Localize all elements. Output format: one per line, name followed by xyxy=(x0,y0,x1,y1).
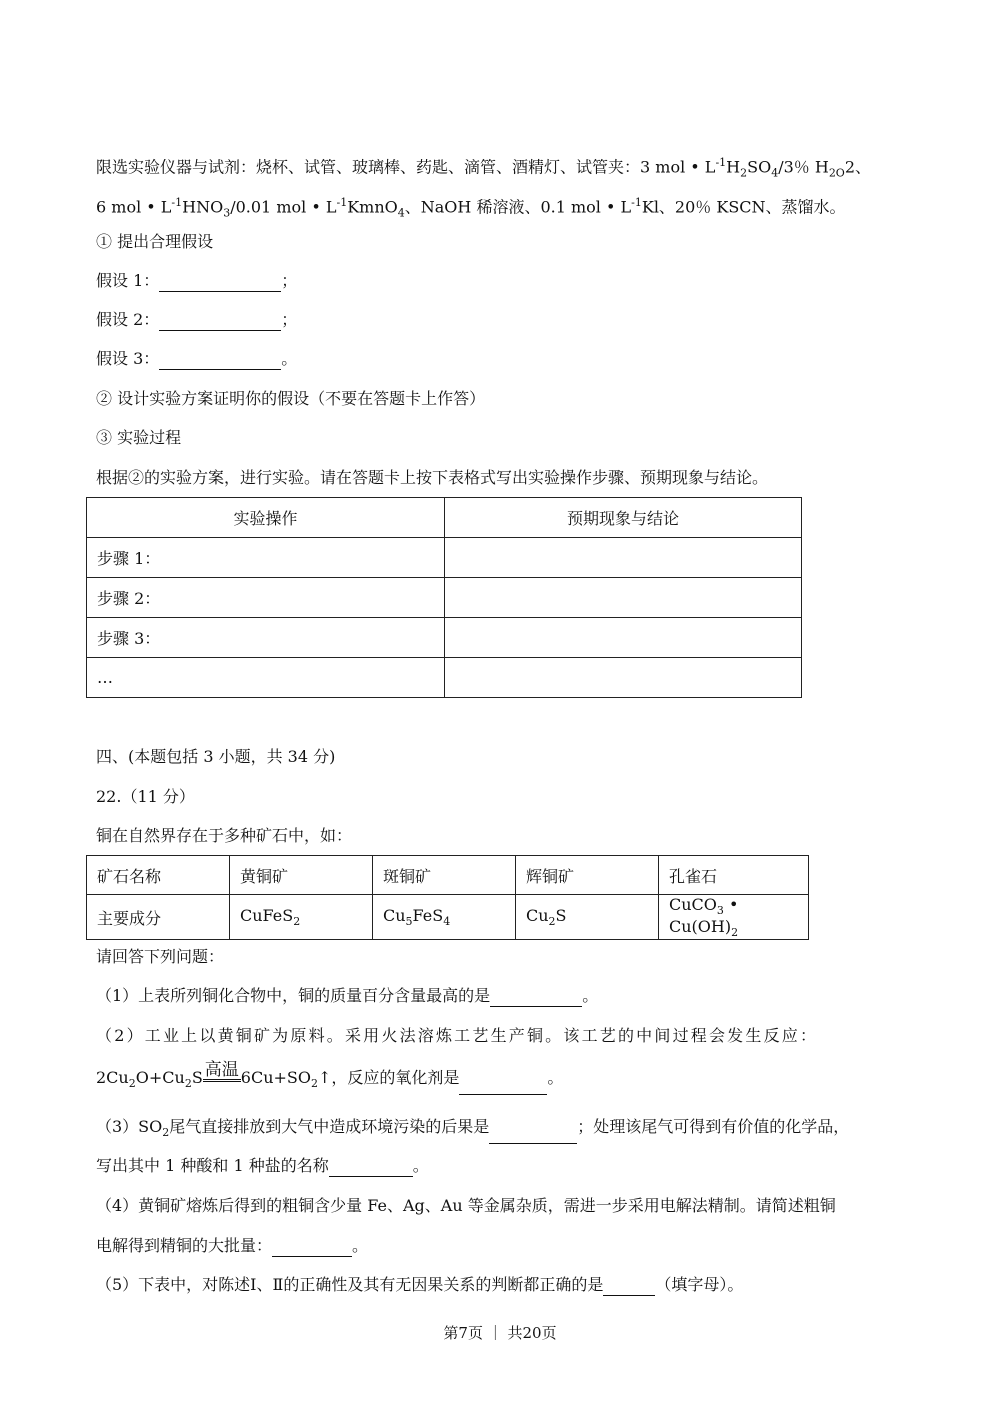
hypothesis-label: 假设 2： xyxy=(96,310,160,329)
hypothesis-label: 假设 1： xyxy=(96,271,160,290)
punctuation: ； xyxy=(281,271,298,290)
answer-blank[interactable] xyxy=(603,1279,655,1296)
formula-cell xyxy=(373,895,516,940)
subscript: 3 xyxy=(223,206,231,220)
reagents-text: H xyxy=(726,157,741,177)
formula-cell xyxy=(659,895,809,940)
punctuation: 。 xyxy=(281,349,298,368)
question-text: ；处理该尾气可得到有价值的化学品， xyxy=(577,1117,850,1136)
answer-blank[interactable] xyxy=(490,990,582,1007)
table-row xyxy=(87,895,809,940)
table-cell-empty[interactable] xyxy=(445,578,802,618)
step-3-heading: ③ 实验过程 xyxy=(96,428,182,447)
question-4-line-2 xyxy=(96,1235,368,1257)
superscript: -1 xyxy=(336,196,348,209)
table-cell: … xyxy=(87,658,445,698)
subscript: 2 xyxy=(731,926,739,940)
questions-prompt: 请回答下列问题： xyxy=(96,947,225,966)
punctuation: 。 xyxy=(352,1236,369,1255)
subscript: 2 xyxy=(548,915,556,929)
reagents-text: 限选实验仪器与试剂：烧杯、试管、玻璃棒、药匙、滴管、酒精灯、试管夹：3 mol • L xyxy=(96,157,716,177)
formula-text: • Cu(OH) xyxy=(669,895,739,937)
question-4: （4）黄铜矿熔炼后得到的粗铜含少量 Fe、Ag、Au 等金属杂质，需进一步采用电解法精制。请简述粗铜 xyxy=(96,1196,836,1215)
question-text: 写出其中 1 种酸和 1 种盐的名称 xyxy=(96,1156,329,1175)
question-text: （1）上表所列铜化合物中，铜的质量百分含量最高的是 xyxy=(96,986,491,1005)
hypothesis-3 xyxy=(96,348,297,370)
table-cell-empty[interactable] xyxy=(445,618,802,658)
question-text: （5）下表中，对陈述Ⅰ、Ⅱ的正确性及其有无因果关系的判断都正确的是 xyxy=(96,1275,604,1294)
formula-text: FeS xyxy=(412,906,444,926)
question-3 xyxy=(96,1116,849,1144)
table-header: 预期现象与结论 xyxy=(445,498,802,538)
reagents-text: 2、 xyxy=(844,157,872,177)
subscript: 4 xyxy=(397,206,405,220)
superscript: -1 xyxy=(631,196,642,209)
reagents-text: 6 mol • L xyxy=(96,197,172,217)
answer-blank[interactable] xyxy=(329,1160,413,1177)
table-cell: 矿石名称 xyxy=(87,856,230,895)
hypothesis-1 xyxy=(96,270,297,292)
answer-blank[interactable] xyxy=(159,275,281,292)
table-cell: 斑铜矿 xyxy=(373,856,516,895)
equation-text: S xyxy=(191,1068,203,1087)
table-cell: 步骤 2： xyxy=(87,578,445,618)
question-3-line-2 xyxy=(96,1155,429,1177)
table-cell: 黄铜矿 xyxy=(230,856,373,895)
subscript: 2 xyxy=(311,1077,318,1091)
reagents-text: /3％ H xyxy=(778,157,829,177)
formula-text: S xyxy=(555,906,567,926)
formula-cell xyxy=(230,895,373,940)
formula-cell xyxy=(516,895,659,940)
subscript: 2 xyxy=(740,166,748,180)
question-1 xyxy=(96,985,598,1007)
equation-text: O+Cu xyxy=(135,1068,185,1087)
answer-blank[interactable] xyxy=(459,1078,547,1095)
formula-text: CuFeS xyxy=(240,906,294,926)
reagents-text: Kl、20％ KSCN、蒸馏水。 xyxy=(641,197,846,217)
reagents-text: HNO xyxy=(182,197,224,217)
reaction-condition: 高温 xyxy=(204,1060,239,1080)
question-intro: 铜在自然界存在于多种矿石中，如： xyxy=(96,826,353,845)
answer-blank[interactable] xyxy=(272,1240,352,1257)
punctuation: 。 xyxy=(412,1156,429,1175)
formula-text: Cu xyxy=(526,906,549,926)
page-footer: 第7页 ｜ 共20页 xyxy=(443,1324,557,1342)
experiment-table xyxy=(86,497,802,698)
step-2-heading: ② 设计实验方案证明你的假设（不要在答题卡上作答） xyxy=(96,389,486,408)
hypothesis-label: 假设 3： xyxy=(96,349,160,368)
table-row xyxy=(87,856,809,895)
question-text: （3）SO xyxy=(96,1117,163,1136)
punctuation: 。 xyxy=(547,1068,564,1087)
punctuation: ； xyxy=(281,310,298,329)
superscript: -1 xyxy=(715,156,727,169)
subscript: 2O xyxy=(828,166,845,180)
reagents-text: /0.01 mol • L xyxy=(230,197,337,217)
step-1-heading: ① 提出合理假设 xyxy=(96,232,214,251)
formula-text: Cu xyxy=(383,906,406,926)
ore-table xyxy=(86,855,809,940)
question-2: （2）工业上以黄铜矿为原料。采用火法溶炼工艺生产铜。该工艺的中间过程会发生反应： xyxy=(96,1026,819,1045)
answer-blank[interactable] xyxy=(489,1127,577,1144)
formula-text: CuCO xyxy=(669,895,717,914)
reagents-line-1 xyxy=(96,152,871,185)
table-cell: 步骤 3： xyxy=(87,618,445,658)
table-header: 实验操作 xyxy=(87,498,445,538)
question-text: 电解得到精铜的大批量： xyxy=(96,1236,273,1255)
question-text: 尾气直接排放到大气中造成环境污染的后果是 xyxy=(169,1117,490,1136)
reagents-text: 、NaOH 稀溶液、0.1 mol • L xyxy=(404,197,632,217)
subscript: 2 xyxy=(162,1126,170,1140)
section-title: 四、(本题包括 3 小题，共 34 分) xyxy=(96,747,336,766)
question-2-equation xyxy=(96,1060,564,1095)
experiment-instruction: 根据②的实验方案，进行实验。请在答题卡上按下表格式写出实验操作步骤、预期现象与结论。 xyxy=(96,468,769,487)
equation-text: 2Cu xyxy=(96,1068,129,1087)
table-cell: 孔雀石 xyxy=(659,856,809,895)
question-5 xyxy=(96,1274,743,1296)
equation-text: 6Cu+SO xyxy=(240,1068,311,1087)
subscript: 2 xyxy=(128,1077,136,1091)
question-text: （填字母）。 xyxy=(655,1275,744,1294)
question-text: ↑，反应的氧化剂是 xyxy=(318,1068,460,1087)
superscript: -1 xyxy=(171,196,183,209)
subscript: 4 xyxy=(771,166,779,180)
reagents-line-2 xyxy=(96,192,846,225)
answer-blank[interactable] xyxy=(159,314,281,331)
subscript: 2 xyxy=(293,915,301,929)
punctuation: 。 xyxy=(582,986,599,1005)
hypothesis-2 xyxy=(96,309,297,331)
answer-blank[interactable] xyxy=(159,353,281,370)
table-row xyxy=(87,658,802,698)
subscript: 4 xyxy=(443,915,451,929)
subscript: 5 xyxy=(405,915,413,929)
table-cell: 步骤 1： xyxy=(87,538,445,578)
reagents-text: KmnO xyxy=(347,197,398,217)
reagents-text: SO xyxy=(747,157,772,177)
table-cell: 辉铜矿 xyxy=(516,856,659,895)
table-row xyxy=(87,578,802,618)
table-cell-empty[interactable] xyxy=(445,538,802,578)
table-header-row xyxy=(87,498,802,538)
table-row xyxy=(87,618,802,658)
subscript: 3 xyxy=(716,904,724,918)
table-cell-empty[interactable] xyxy=(445,658,802,698)
table-cell: 主要成分 xyxy=(87,895,230,940)
table-row xyxy=(87,538,802,578)
subscript: 2 xyxy=(184,1077,192,1091)
question-number: 22.（11 分） xyxy=(96,787,195,806)
